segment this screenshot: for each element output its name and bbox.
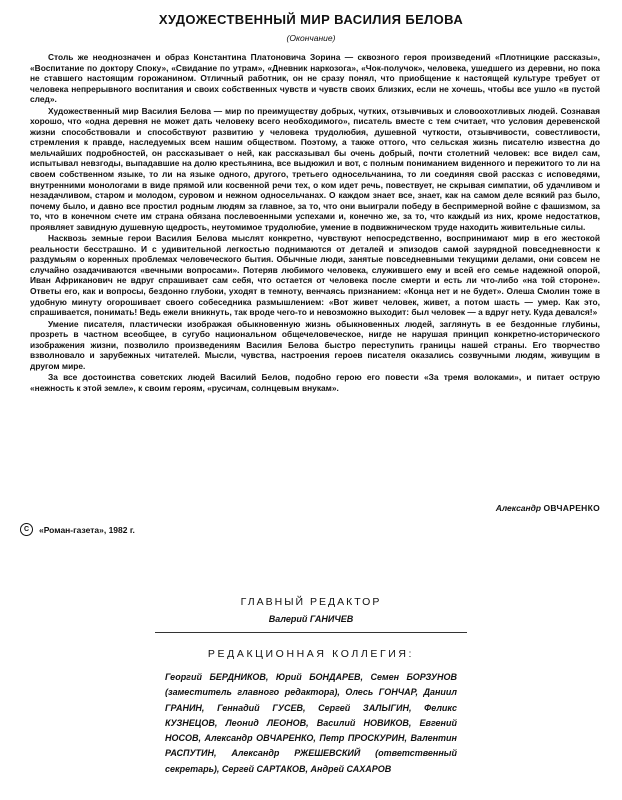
board-line: РАСПУТИН, Александр РЖЕШЕВСКИЙ (ответственный: [165, 748, 457, 759]
editorial-board-heading: РЕДАКЦИОННАЯ КОЛЛЕГИЯ:: [207, 648, 415, 660]
author-signature: [496, 503, 600, 513]
board-line: ГРАНИН, Геннадий ГУСЕВ, Сергей ЗАЛЫГИН, Феликс: [165, 702, 457, 713]
article-paragraph: За все достоинства советских людей Василий Белов, подобно герою его повести «За тремя волоками», и питает острую «нежность к этой земле», к своим героям, «русичам, солнцевым внукам».: [30, 372, 600, 393]
article-subtitle: (Окончание): [286, 33, 336, 43]
article-body: [30, 52, 600, 395]
board-line: секретарь), Сергей САРТАКОВ, Андрей САХАРОВ: [165, 763, 392, 774]
article-paragraph: Насквозь земные герои Василия Белова мыслят конкретно, чувствуют непосредственно, воспринимают мир в его жестокой реальности бесстрашно. И с удивительной легкостью поднимаются от деталей и эпизодов самой заурядной повседневности к раздумьям о коренных проблемах человеческого бытия. Обычные люди, занятые повседневными текущими делами, они совсем не случайно озадачиваются «вечными вопросами». Потеряв любимого человека, служившего ему и всей его семье надежной опорой, Иван Африканович не вдруг спрашивает сам себя, что остается от человека после смерти и есть ли что-либо «на той стороне». Ответы его, как и вопросы, бездонно глубоки, уходят в темноту, венчаясь признанием: «Конца нет и не будет». Олеша Смолин тоже в удобную минуту огорошивает своего собеседника размышлением: «Вот живет человек, живет, а потом шасть — умер. Как это, спрашивается, понимать! Ведь ежели вникнуть, так вроде чего-то и невозможно выходит: был человек — а вдруг нету. Куда девался!»: [30, 233, 600, 318]
author-first-name: Александр: [495, 503, 542, 513]
board-line: Георгий БЕРДНИКОВ, Юрий БОНДАРЕВ, Семен БОРЗУНОВ: [165, 672, 457, 682]
copyright-notice: [20, 523, 135, 536]
copyright-text: «Роман-газета», 1982 г.: [39, 524, 135, 535]
editorial-board-list: [165, 670, 457, 777]
board-line: НОСОВ, Александр ОВЧАРЕНКО, Петр ПРОСКУРИН, Валентин: [165, 733, 457, 744]
copyright-icon: C: [20, 523, 33, 536]
chief-editor-heading: ГЛАВНЫЙ РЕДАКТОР: [240, 596, 382, 608]
board-line: (заместитель главного редактора), Олесь ГОНЧАР, Даниил: [165, 687, 457, 698]
article-title: ХУДОЖЕСТВЕННЫЙ МИР ВАСИЛИЯ БЕЛОВА: [158, 12, 464, 27]
chief-editor-name: Валерий ГАНИЧЕВ: [268, 614, 354, 624]
divider: [155, 632, 467, 633]
article-paragraph: Художественный мир Василия Белова — мир по преимуществу добрых, чутких, отзывчивых и словоохотливых людей. Сознавая хорошо, что «одна деревня не может дать человеку всего необходимого», писатель вместе с тем считает, что условия деревенской жизни способствовали и способствуют развитию у человека трудолюбия, душевной чуткости, отзывчивости, совестливости, стремления к правде, наследуемых всем нашим обществом. Поэтому, а также оттого, что сельская жизнь писателю известна до мельчайших подробностей, он рассказывает о ней, как рассказывал бы очень добрый, почти столетний человек: все видел сам, испытывал невзгоды, выпадавшие на долю крестьянина, все выдюжил и вот, с полным пониманием виденного и пережитого то ли на своем собственном языке, то ли на языке одного, другого, третьего односельчанина, то ли соединяя свой рассказ с исповедями, внутренними монологами в виде прямой или косвенной речи тех, о ком идет речь, повествует, не скрывая симпатии, об удачливом и незадачливом, старом и молодом, суровом и нежном односельчанах. О каждом знает все, знает, как на самом деле всякий раз было, почему было, и давно все простил родным людям за главное, за то, что они выиграли победу в беспримерной войне с фашизмом, за то, что в конечном счете им страна обязана послевоенными успехами и, конечно же, за то, что каждый из них, кроме недостатков, проявляет завидную душевную щедрость, неутомимое трудолюбие, умение в подвижническом труде находить живительные силы.: [30, 105, 600, 232]
author-last-name: ОВЧАРЕНКО: [543, 503, 600, 513]
article-paragraph: Столь же неоднозначен и образ Константина Платоновича Зорина — сквозного героя произведений «Плотницкие рассказы», «Воспитание по доктору Споку», «Свидание по утрам», «Дневник наркозога», «Чок-получок», человека, ушедшего из деревни, но пока не ставшего настоящим горожанином. Отличный работник, он не сразу понял, что приобщение к настоящей культуре требует от человека непрерывного воспитания и своих собственных чувств и чувств своих близких, если не хочешь, чтобы все ушло «в пустой след».: [30, 52, 600, 105]
board-line: КУЗНЕЦОВ, Леонид ЛЕОНОВ, Василий НОВИКОВ, Евгений: [165, 717, 457, 728]
article-paragraph: Умение писателя, пластически изображая обыкновенную жизнь обыкновенных людей, заглянуть в ее бездонные глубины, прозреть в частном всеобщее, в сугубо национальном общечеловеческое, нигде не нарушая принцип конкретно-исторического изображения жизни, позволило произведениям Василия Белова быстро переступить границы нашей страны. Его творчество взволновало и зарубежных читателей. Мысли, чувства, настроения героев писателя оказались созвучными людям, живущим в другом мире.: [30, 318, 600, 371]
